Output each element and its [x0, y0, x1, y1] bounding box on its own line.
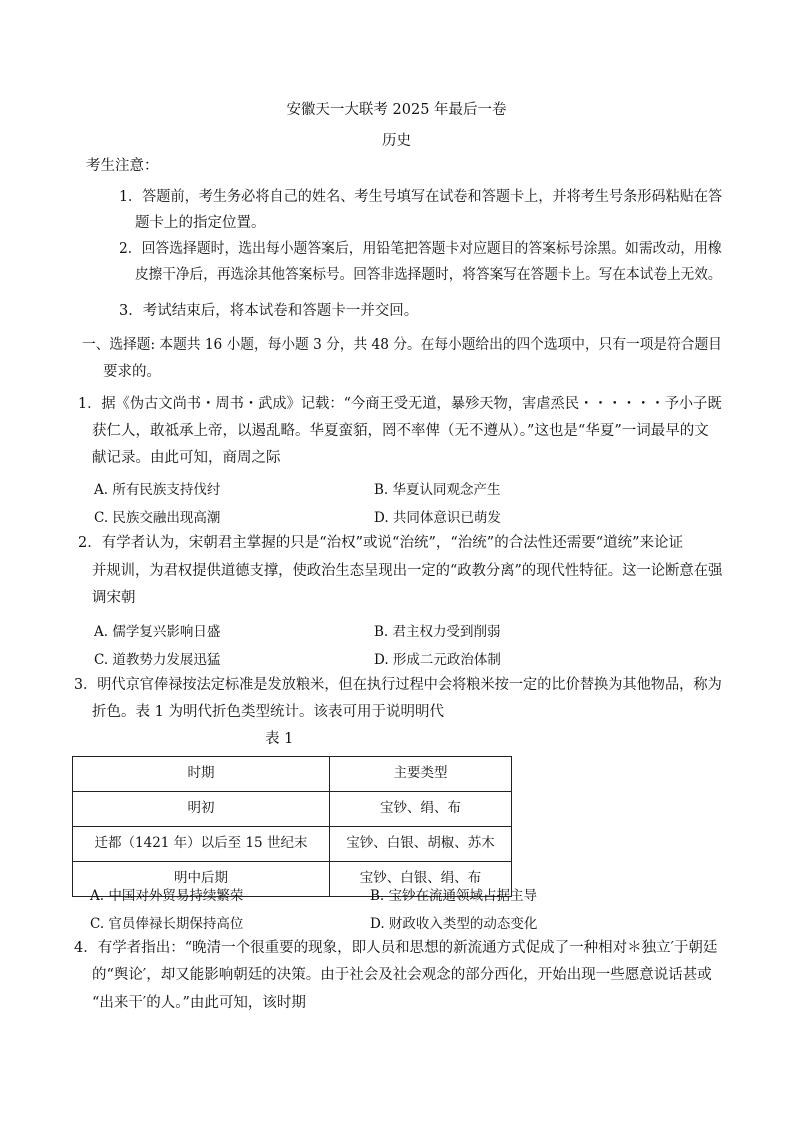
question-2-line-1: 2．有学者认为，宋朝君主掌握的只是“治权”或说“治统”，“治统”的合法性还需要“道统”来论证: [78, 535, 684, 551]
table-header-period: 时期: [73, 757, 330, 792]
section-heading-line-1: 一、选择题: 本题共 16 小题，每小题 3 分，共 48 分。在每小题给出的四个选项中，只有一项是符合题目: [82, 337, 722, 353]
table-header-type: 主要类型: [330, 757, 512, 792]
notice-heading: 考生注意：: [86, 158, 159, 174]
question-3-option-a: A. 中国对外贸易持续繁荣: [90, 888, 244, 904]
table-cell-type: 宝钞、绢、布: [330, 792, 512, 827]
question-2-option-a: A. 儒学复兴影响日盛: [94, 624, 221, 640]
section-heading-line-2: 要求的。: [103, 364, 161, 380]
table-header-row: [73, 757, 512, 792]
notice-item-3: 3．考试结束后，将本试卷和答题卡一并交回。: [119, 303, 419, 319]
fold-type-table: [72, 756, 512, 897]
question-1-line-1: 1．据《伪古文尚书・周书・武成》记载：“今商王受无道，暴殄天物，害虐烝民・・・・・・予小子既: [78, 396, 722, 412]
question-4-line-2: 的“舆论′，却又能影响朝廷的决策。由于社会及社会观念的部分西化，开始出现一些愿意说话甚或: [92, 967, 712, 983]
table-row: [73, 827, 512, 862]
question-3-option-c: C. 官员俸禄长期保持高位: [90, 916, 244, 932]
notice-item-1-line-1: 1．答题前，考生务必将自己的姓名、考生号填写在试卷和答题卡上，并将考生号条形码粘贴在答: [119, 189, 723, 205]
question-1-line-3: 献记录。由此可知，商周之际: [92, 450, 281, 466]
table-cell-type: 宝钞、白银、绢、布: [330, 862, 512, 897]
question-2-option-c: C. 道教势力发展迅猛: [94, 652, 221, 668]
notice-item-2-line-1: 2．回答选择题时，选出每小题答案后，用铅笔把答题卡对应题目的答案标号涂黑。如需改动，用橡: [119, 241, 722, 257]
table-cell-type: 宝钞、白银、胡椒、苏木: [330, 827, 512, 862]
question-1-option-a: A. 所有民族支持伐纣: [94, 482, 221, 498]
table-row: [73, 792, 512, 827]
question-3-option-d: D. 财政收入类型的动态变化: [370, 916, 538, 932]
question-2-option-b: B. 君主权力受到削弱: [374, 624, 501, 640]
question-2-line-2: 并规训，为君权提供道德支撑，使政治生态呈现出一定的“政教分离”的现代性特征。这一论断意在强: [92, 563, 723, 579]
table-cell-period: 明中后期: [73, 862, 330, 897]
table-cell-period: 迁都（1421 年）以后至 15 世纪末: [73, 827, 330, 862]
table-caption: 表 1: [265, 731, 294, 747]
question-1-option-c: C. 民族交融出现高潮: [94, 510, 221, 526]
question-2-line-3: 调宋朝: [92, 590, 136, 606]
notice-item-2-line-2: 皮擦干净后，再选涂其他答案标号。回答非选择题时，将答案写在答题卡上。写在本试卷上无效。: [135, 267, 722, 283]
subject-title: 历史: [382, 133, 411, 149]
question-1-option-b: B. 华夏认同观念产生: [374, 482, 501, 498]
question-3-line-1: 3．明代京官俸禄按法定标准是发放粮米，但在执行过程中会将粮米按一定的比价替换为其他物品，称为: [74, 677, 722, 693]
question-1-line-2: 获仁人，敢祗承上帝，以遏乱略。华夏蛮貊，罔不率俾（无不遵从）。”这也是“华夏”一词最早的文: [92, 423, 709, 439]
question-1-option-d: D. 共同体意识已萌发: [374, 510, 501, 526]
question-3-line-2: 折色。表 1 为明代折色类型统计。该表可用于说明明代: [92, 704, 444, 720]
question-2-option-d: D. 形成二元政治体制: [374, 652, 501, 668]
question-4-line-3: “出来干′的人。”由此可知，该时期: [92, 995, 306, 1011]
notice-item-1-line-2: 题卡上的指定位置。: [135, 215, 266, 231]
exam-title: 安徽天一大联考 2025 年最后一卷: [286, 102, 507, 118]
question-4-line-1: 4．有学者指出：“晚清一个很重要的现象，即人员和思想的新流通方式促成了一种相对＊独立′于朝廷: [74, 940, 718, 956]
question-3-option-b: B. 宝钞在流通领域占据主导: [370, 888, 538, 904]
table-cell-period: 明初: [73, 792, 330, 827]
